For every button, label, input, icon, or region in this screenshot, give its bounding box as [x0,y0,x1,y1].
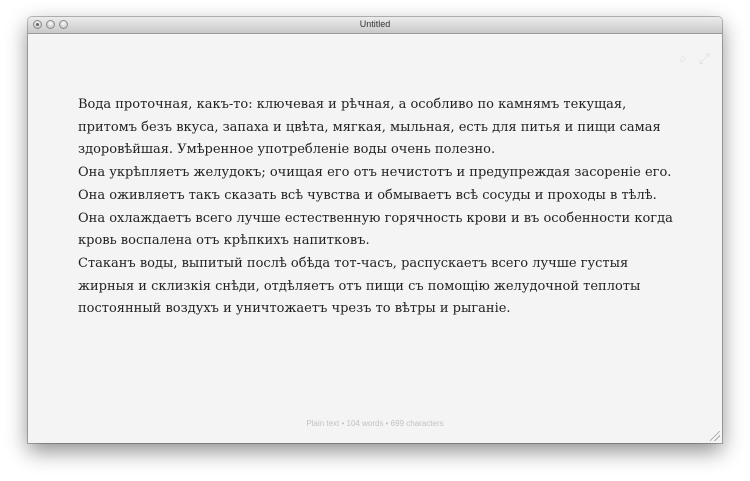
paragraph[interactable]: Стаканъ воды, выпитый послѣ обѣда тот-часъ, распускаетъ всего лучше густыя жирныя и склизкія снѣди, отдѣляетъ отъ пищи съ помощію желудочной теплоты постоянный воздухъ и уничтожаетъ чрезъ то вѣтры и рыганіе. [78,255,641,317]
editor-window [28,17,722,443]
resize-handle[interactable] [710,431,720,441]
fullscreen-icon[interactable]: ⤢ [698,50,710,66]
document-body[interactable] [78,94,678,321]
window-title: Untitled [359,19,391,29]
paragraph[interactable]: Вода проточная, какъ-то: ключевая и рѣчная, а особливо по камнямъ текущая, притомъ безъ вкуса, запаха и цвѣта, мягкая, мыльная, есть для питья и пищи самая здоровѣйшая. Умѣренное употребленіе воды очень полезно. [78,97,661,158]
search-icon[interactable]: ⌕ [678,50,687,66]
paragraph[interactable]: Она охлаждаетъ всего лучше естественную горячность крови и въ особенности когда кровь воспалена отъ крѣпкихъ напитковъ. [78,210,673,249]
paragraph[interactable]: Она укрѣпляетъ желудокъ; очищая его отъ нечистотъ и предупреждая засореніе его. Она оживляетъ такъ сказать всѣ чувства и обмываетъ всѣ сосуды и проходы в тѣлѣ. [78,165,672,203]
status-bar: Plain text • 104 words • 699 characters [306,419,444,428]
title-bar[interactable] [28,17,722,34]
toolbar [679,50,710,67]
